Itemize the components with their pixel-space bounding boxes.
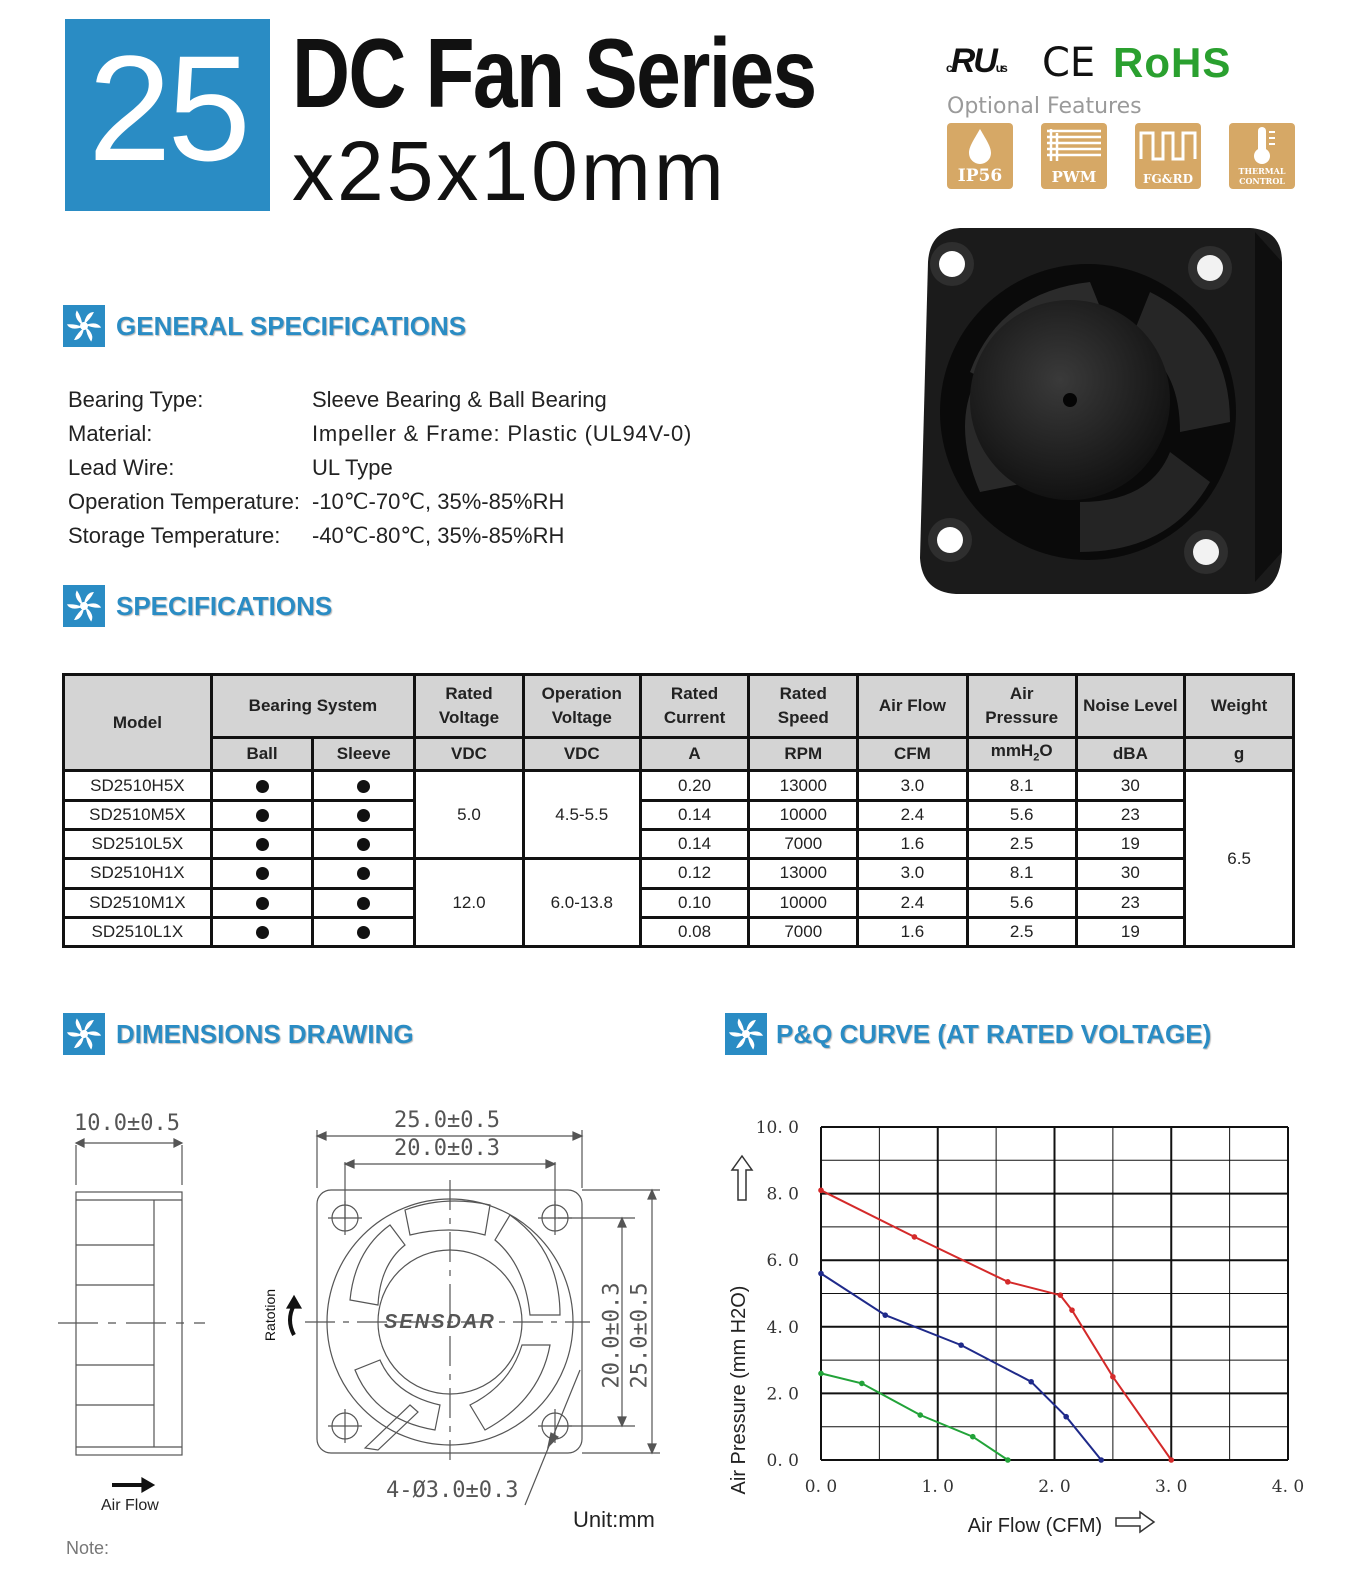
data-point — [1005, 1279, 1011, 1285]
spec-value: -10℃-70℃, 35%-85%RH — [312, 489, 565, 514]
cell-model: SD2510L5X — [64, 829, 212, 858]
hole-spacing-horizontal-dimension: 20.0±0.3 — [394, 1136, 500, 1161]
dimensions-drawing-heading: DIMENSIONS DRAWING — [116, 1019, 414, 1049]
bullet-icon — [357, 780, 370, 793]
cell-ball — [211, 771, 313, 800]
y-tick-label: 6. 0 — [766, 1251, 799, 1272]
table-row — [64, 829, 1294, 858]
unit-current: A — [640, 738, 749, 771]
cell-operation-voltage: 4.5-5.5 — [523, 771, 640, 859]
specifications-table — [62, 673, 1295, 948]
outer-height-dimension: 25.0±0.5 — [627, 1282, 653, 1389]
data-point — [818, 1187, 824, 1193]
column-header-air-pressure: Air Pressure — [967, 675, 1076, 738]
cell-sleeve — [313, 829, 415, 858]
cell-pressure: 5.6 — [967, 800, 1076, 829]
cell-speed: 13000 — [749, 771, 858, 800]
series-dimensions: x25x10mm — [292, 124, 727, 218]
cell-sleeve — [313, 917, 415, 946]
y-tick-label: 0. 0 — [766, 1451, 799, 1471]
y-axis-label: Air Pressure (mm H2O) — [728, 1285, 750, 1495]
series-title: DC Fan Series — [292, 18, 816, 128]
data-point — [1110, 1374, 1116, 1380]
unit-rated-voltage: VDC — [415, 738, 524, 771]
cell-speed: 10000 — [749, 800, 858, 829]
cell-rated-voltage: 5.0 — [415, 771, 524, 859]
unit-noise: dBA — [1076, 738, 1185, 771]
fg-rd-feature-icon: FG&RD — [1135, 123, 1201, 189]
bullet-icon — [357, 897, 370, 910]
cell-pressure: 8.1 — [967, 859, 1076, 888]
data-point — [1063, 1414, 1069, 1420]
unit-sleeve: Sleeve — [313, 738, 415, 771]
cell-noise: 23 — [1076, 800, 1185, 829]
y-tick-label: 2. 0 — [766, 1384, 799, 1405]
cell-noise: 30 — [1076, 859, 1185, 888]
cell-ball — [211, 800, 313, 829]
cell-noise: 19 — [1076, 829, 1185, 858]
cell-ball — [211, 888, 313, 917]
table-row — [64, 859, 1294, 888]
cell-current: 0.14 — [640, 800, 749, 829]
cell-rated-voltage: 12.0 — [415, 859, 524, 947]
spec-label: Material: — [68, 421, 153, 446]
column-header-air-flow: Air Flow — [858, 675, 968, 738]
thermal-control-feature-icon: THERMAL CONTROL — [1229, 123, 1295, 189]
fan-section-icon — [63, 585, 105, 627]
unit-ball: Ball — [211, 738, 313, 771]
pq-curve-chart — [700, 1090, 1340, 1550]
spec-value: Impeller & Frame: Plastic (UL94V-0) — [312, 421, 693, 446]
cell-speed: 7000 — [749, 917, 858, 946]
fan-section-icon — [63, 1013, 105, 1055]
general-specifications-heading: GENERAL SPECIFICATIONS — [116, 311, 467, 341]
cell-sleeve — [313, 771, 415, 800]
data-point — [882, 1312, 888, 1318]
unit-speed: RPM — [749, 738, 858, 771]
thickness-dimension: 10.0±0.5 — [74, 1111, 180, 1136]
ul-certification-logo: cRUus — [946, 42, 1006, 80]
x-tick-label: 4. 0 — [1271, 1477, 1305, 1497]
column-header-rated-voltage: Rated Voltage — [415, 675, 524, 738]
data-point — [1069, 1307, 1075, 1313]
bullet-icon — [357, 809, 370, 822]
bullet-icon — [256, 926, 269, 939]
cell-ball — [211, 859, 313, 888]
cell-flow: 3.0 — [858, 859, 968, 888]
ip56-feature-icon: IP56 — [947, 123, 1013, 189]
fan-side-view-drawing — [50, 1105, 220, 1495]
cell-model: SD2510M5X — [64, 800, 212, 829]
ce-certification-logo: CE — [1042, 40, 1096, 86]
cell-pressure: 8.1 — [967, 771, 1076, 800]
cell-current: 0.12 — [640, 859, 749, 888]
cell-ball — [211, 917, 313, 946]
data-point — [917, 1412, 923, 1418]
cell-speed: 10000 — [749, 888, 858, 917]
y-tick-label: 10. 0 — [755, 1118, 799, 1138]
cell-pressure: 2.5 — [967, 829, 1076, 858]
mounting-holes-dimension: 4-Ø3.0±0.3 — [386, 1478, 519, 1503]
column-header-bearing: Bearing System — [211, 675, 414, 738]
y-tick-label: 4. 0 — [766, 1317, 799, 1338]
bullet-icon — [357, 867, 370, 880]
cell-current: 0.08 — [640, 917, 749, 946]
cell-weight: 6.5 — [1185, 771, 1294, 947]
bullet-icon — [256, 838, 269, 851]
specifications-heading: SPECIFICATIONS — [116, 591, 333, 621]
optional-features-label: Optional Features — [947, 94, 1142, 119]
cell-model: SD2510H1X — [64, 859, 212, 888]
bullet-icon — [256, 809, 269, 822]
cell-ball — [211, 829, 313, 858]
unit-pressure: mmH$_2$O — [967, 738, 1076, 771]
cell-pressure: 2.5 — [967, 917, 1076, 946]
cell-current: 0.10 — [640, 888, 749, 917]
table-row — [64, 888, 1294, 917]
y-axis-arrow-icon — [732, 1156, 752, 1200]
cell-current: 0.14 — [640, 829, 749, 858]
column-header-rated-current: Rated Current — [640, 675, 749, 738]
note-label: Note: — [66, 1538, 110, 1558]
data-point — [970, 1434, 976, 1440]
spec-label: Bearing Type: — [68, 387, 204, 412]
cell-model: SD2510M1X — [64, 888, 212, 917]
unit-flow: CFM — [858, 738, 968, 771]
table-row — [64, 771, 1294, 800]
data-point — [1028, 1379, 1034, 1385]
bullet-icon — [256, 897, 269, 910]
unit-operation-voltage: VDC — [523, 738, 640, 771]
cell-sleeve — [313, 859, 415, 888]
air-flow-label: Air Flow — [101, 1497, 159, 1514]
x-axis-arrow-icon — [1116, 1512, 1154, 1532]
spec-value: Sleeve Bearing & Ball Bearing — [312, 387, 607, 412]
outer-width-dimension: 25.0±0.5 — [394, 1108, 500, 1133]
spec-value: UL Type — [312, 455, 393, 480]
cell-flow: 3.0 — [858, 771, 968, 800]
cell-sleeve — [313, 800, 415, 829]
table-row — [64, 800, 1294, 829]
pwm-feature-icon: PWM — [1041, 123, 1107, 189]
fan-product-image — [910, 222, 1290, 602]
cell-sleeve — [313, 888, 415, 917]
data-point — [958, 1342, 964, 1348]
brand-logo: SENSDAR — [384, 1311, 496, 1333]
cell-model: SD2510H5X — [64, 771, 212, 800]
x-axis-label: Air Flow (CFM) — [967, 1515, 1103, 1537]
cell-model: SD2510L1X — [64, 917, 212, 946]
spec-label: Operation Temperature: — [68, 489, 300, 514]
x-tick-label: 2. 0 — [1038, 1477, 1071, 1497]
x-tick-label: 1. 0 — [921, 1477, 954, 1497]
cell-flow: 2.4 — [858, 888, 968, 917]
column-header-model: Model — [64, 675, 212, 771]
unit-label: Unit:mm — [573, 1507, 655, 1532]
cell-flow: 2.4 — [858, 800, 968, 829]
y-tick-label: 8. 0 — [766, 1184, 799, 1205]
hole-spacing-vertical-dimension: 20.0±0.3 — [599, 1282, 625, 1389]
data-point — [1005, 1457, 1011, 1463]
cell-current: 0.20 — [640, 771, 749, 800]
data-point — [1058, 1292, 1064, 1298]
bullet-icon — [357, 838, 370, 851]
pq-curve-heading: P&Q CURVE (AT RATED VOLTAGE) — [776, 1019, 1212, 1049]
cell-speed: 13000 — [749, 859, 858, 888]
data-point — [859, 1381, 865, 1387]
column-header-operation-voltage: Operation Voltage — [523, 675, 640, 738]
bullet-icon — [256, 867, 269, 880]
cell-noise: 23 — [1076, 888, 1185, 917]
column-header-noise-level: Noise Level — [1076, 675, 1185, 738]
cell-noise: 30 — [1076, 771, 1185, 800]
fan-section-icon — [63, 305, 105, 347]
table-row — [64, 917, 1294, 946]
data-point — [818, 1271, 824, 1277]
data-point — [1098, 1457, 1104, 1463]
data-point — [818, 1371, 824, 1377]
data-point — [1168, 1457, 1174, 1463]
column-header-rated-speed: Rated Speed — [749, 675, 858, 738]
cell-pressure: 5.6 — [967, 888, 1076, 917]
cell-flow: 1.6 — [858, 829, 968, 858]
cell-operation-voltage: 6.0-13.8 — [523, 859, 640, 947]
spec-value: -40℃-80℃, 35%-85%RH — [312, 523, 565, 548]
spec-label: Storage Temperature: — [68, 523, 281, 548]
cell-noise: 19 — [1076, 917, 1185, 946]
x-tick-label: 3. 0 — [1155, 1477, 1188, 1497]
unit-weight: g — [1185, 738, 1294, 771]
rotation-label: Ratotion — [262, 1288, 279, 1342]
x-tick-label: 0. 0 — [804, 1477, 838, 1497]
data-point — [912, 1234, 918, 1240]
series-number: 25 — [88, 24, 247, 192]
spec-label: Lead Wire: — [68, 455, 175, 480]
rohs-certification-logo: RoHS — [1113, 39, 1232, 86]
series-line — [821, 1373, 1008, 1460]
cell-flow: 1.6 — [858, 917, 968, 946]
column-header-weight: Weight — [1185, 675, 1294, 738]
cell-speed: 7000 — [749, 829, 858, 858]
bullet-icon — [357, 926, 370, 939]
fan-section-icon — [725, 1013, 767, 1055]
bullet-icon — [256, 780, 269, 793]
